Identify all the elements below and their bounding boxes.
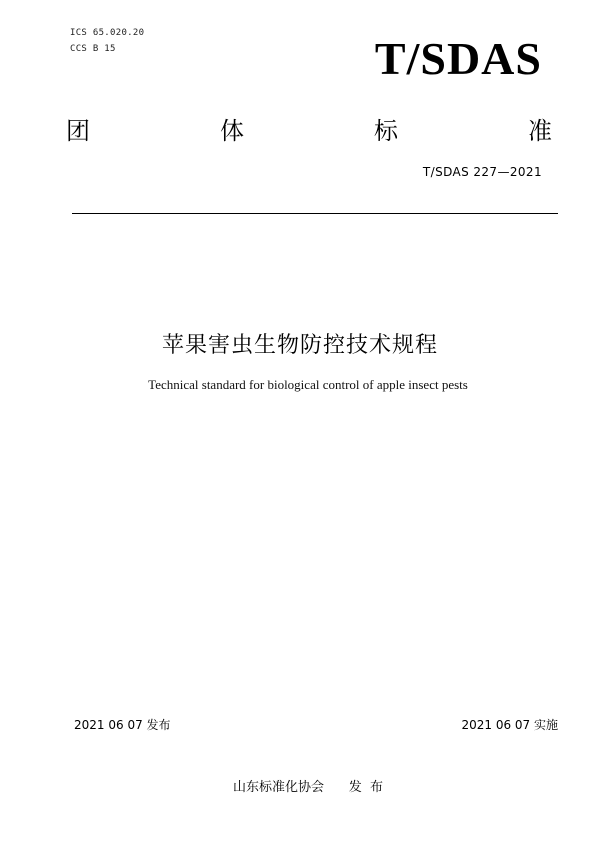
document-type-char: 团 — [66, 117, 90, 145]
implementation-date: 2021 06 07 实施 — [461, 718, 558, 732]
document-type-heading — [66, 116, 552, 146]
document-title-chinese: 苹果害虫生物防控技术规程 — [161, 333, 438, 358]
publish-date: 2021 06 07 发布 — [74, 718, 171, 732]
standard-logo: T/SDAS — [374, 33, 542, 84]
document-type-char: 体 — [220, 117, 244, 145]
issuer-action: 发 布 — [348, 780, 384, 795]
issuer-name: 山东标准化协会 — [232, 780, 324, 795]
document-type-char: 标 — [374, 117, 398, 145]
document-number: T/SDAS 227—2021 — [422, 165, 542, 179]
document-type-char: 准 — [528, 117, 552, 145]
header-divider — [72, 213, 558, 214]
ccs-code: CCS B 15 — [70, 44, 116, 54]
document-title-english: Technical standard for biological control of apple insect pests — [148, 377, 468, 392]
ics-code: ICS 65.020.20 — [70, 28, 145, 38]
issuer-line — [0, 776, 600, 795]
